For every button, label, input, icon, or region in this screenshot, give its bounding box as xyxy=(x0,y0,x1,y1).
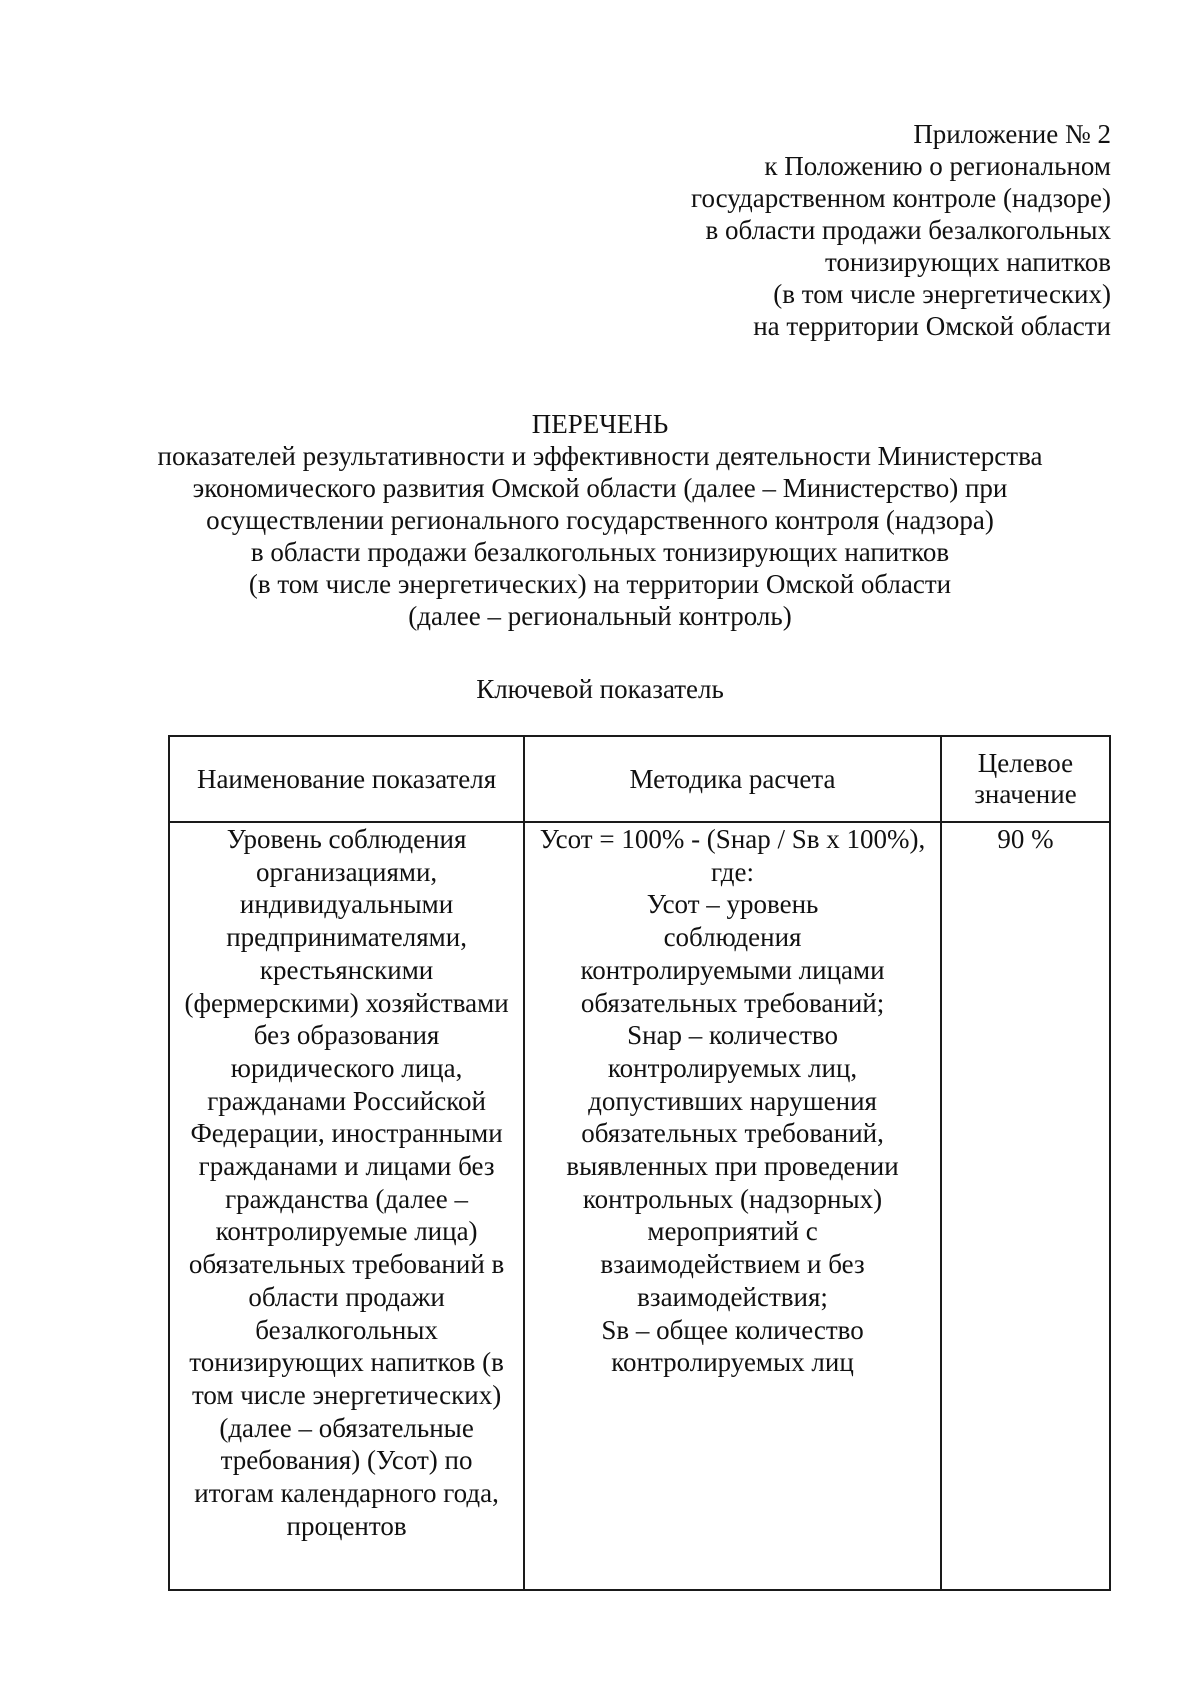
method-line: выявленных при проведении xyxy=(566,1151,899,1182)
name-line: контролируемые лица) xyxy=(215,1216,478,1247)
header-target-line: Целевое xyxy=(977,748,1074,778)
title-line: (далее – региональный контроль) xyxy=(408,601,792,631)
header-name: Наименование показателя xyxy=(169,736,524,822)
name-line: (фермерскими) хозяйствами xyxy=(184,987,509,1018)
method-line: соблюдения xyxy=(663,922,802,953)
target-value-cell xyxy=(941,822,1110,1590)
name-line: требования) (Усот) по xyxy=(220,1445,473,1476)
header-method: Методика расчета xyxy=(524,736,941,822)
method-line: допустивших нарушения xyxy=(588,1085,877,1116)
method-line: Усот – уровень xyxy=(646,889,819,920)
title-line: показателей результативности и эффективности деятельности Министерства xyxy=(157,441,1043,471)
title-line: экономического развития Омской области (далее – Министерство) при xyxy=(192,473,1008,503)
method-line: обязательных требований; xyxy=(580,987,885,1018)
name-line: гражданства (далее – xyxy=(225,1183,469,1214)
method-line: где: xyxy=(711,856,754,887)
appendix-line: в области продажи безалкогольных xyxy=(705,215,1111,245)
title-heading: ПЕРЕЧЕНЬ xyxy=(531,409,669,439)
method-line: мероприятий с xyxy=(647,1216,818,1247)
table-header-row xyxy=(169,736,1110,822)
method-line: контролируемых лиц xyxy=(611,1347,854,1378)
indicator-table xyxy=(168,735,1111,1591)
name-line: (далее – обязательные xyxy=(219,1412,474,1443)
table-row xyxy=(169,822,1110,1590)
formula-line: Усот = 100% - (Sнар / Sв x 100%), xyxy=(539,824,926,854)
name-line: организациями, xyxy=(255,856,438,887)
method-line: Sнар – количество xyxy=(627,1020,838,1051)
method-line: взаимодействия; xyxy=(637,1281,828,1312)
appendix-line: тонизирующих напитков xyxy=(824,247,1111,277)
name-line: без образования xyxy=(253,1020,440,1051)
header-target-line: значение xyxy=(974,779,1077,809)
title-line: (в том числе энергетических) на территории Омской области xyxy=(248,569,952,599)
header-target xyxy=(941,736,1110,822)
name-line: итогам календарного года, xyxy=(194,1478,499,1509)
appendix-line: Приложение № 2 xyxy=(913,119,1111,149)
name-line: гражданами и лицами без xyxy=(198,1151,495,1182)
name-line: безалкогольных xyxy=(255,1314,438,1345)
name-line: области продажи xyxy=(248,1281,445,1312)
appendix-header xyxy=(691,118,1111,342)
name-line: том числе энергетических) xyxy=(191,1379,502,1410)
title-line: в области продажи безалкогольных тонизирующих напитков xyxy=(250,537,950,567)
appendix-line: государственном контроле (надзоре) xyxy=(691,183,1111,213)
name-line: процентов xyxy=(286,1510,407,1541)
name-line: крестьянскими xyxy=(259,954,434,985)
target-value: 90 % xyxy=(997,824,1054,854)
appendix-line: к Положению о региональном xyxy=(764,151,1111,181)
indicator-name-cell xyxy=(169,822,524,1590)
name-line: индивидуальными xyxy=(239,889,454,920)
method-line: взаимодействием и без xyxy=(600,1249,865,1280)
appendix-line: (в том числе энергетических) xyxy=(773,279,1111,309)
calculation-method-cell xyxy=(524,822,941,1590)
method-line: обязательных требований, xyxy=(581,1118,884,1149)
title-line: осуществлении регионального государственного контроля (надзора) xyxy=(206,505,994,535)
method-line: Sв – общее количество xyxy=(601,1314,864,1345)
document-title xyxy=(0,408,1200,632)
method-line: контролируемых лиц, xyxy=(607,1052,858,1083)
name-line: гражданами Российской xyxy=(207,1085,486,1116)
method-line: контрольных (надзорных) xyxy=(582,1183,883,1214)
name-line: обязательных требований в xyxy=(188,1249,505,1280)
name-line: юридического лица, xyxy=(230,1052,463,1083)
name-line: Федерации, иностранными xyxy=(190,1118,503,1149)
appendix-line: на территории Омской области xyxy=(753,311,1111,341)
name-line: предпринимателями, xyxy=(226,922,467,953)
name-line: Уровень соблюдения xyxy=(226,824,467,854)
section-subtitle: Ключевой показатель xyxy=(476,674,724,704)
method-line: контролируемыми лицами xyxy=(580,954,885,985)
name-line: тонизирующих напитков (в xyxy=(189,1347,504,1378)
